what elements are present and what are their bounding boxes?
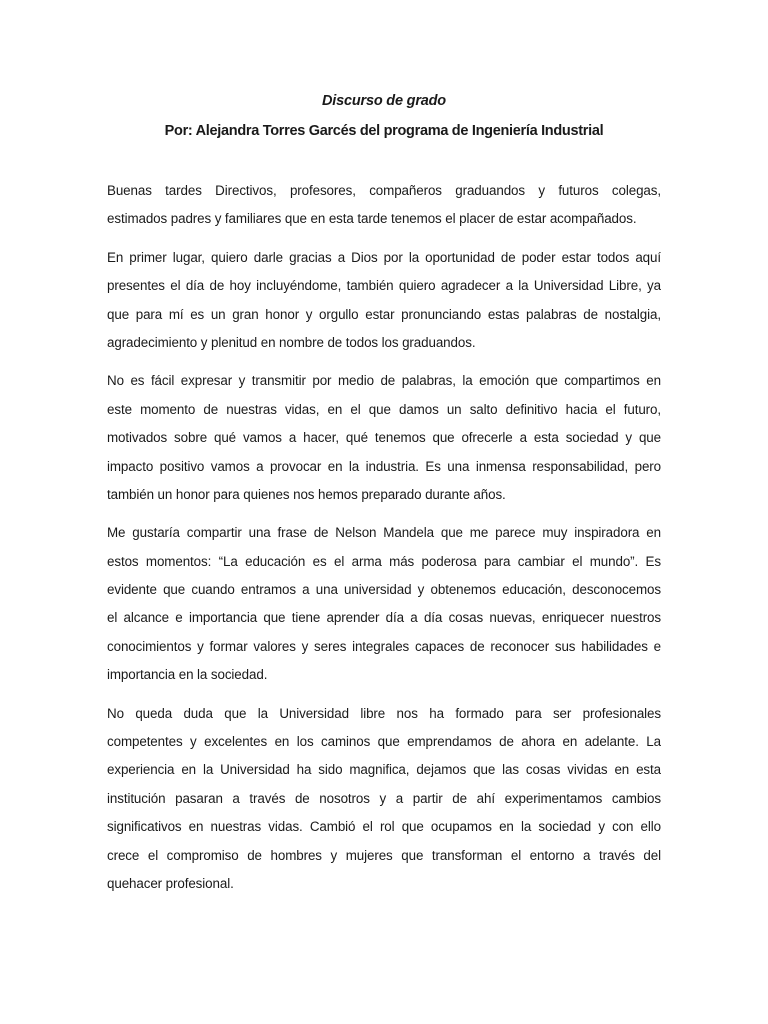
paragraph — [107, 177, 661, 234]
paragraph — [107, 367, 661, 509]
text-line: presentes el día de hoy incluyéndome, también quiero agradecer a la Universidad Libre, ya — [107, 278, 661, 294]
text-line: este momento de nuestras vidas, en el que damos un salto definitivo hacia el futuro, — [107, 401, 661, 417]
text-line: conocimientos y formar valores y seres integrales capaces de reconocer sus habilidades e — [107, 638, 661, 654]
text-line: competentes y excelentes en los caminos que emprendamos de ahora en adelante. La — [107, 734, 661, 750]
text-line: quehacer profesional. — [107, 875, 234, 891]
text-line: agradecimiento y plenitud en nombre de todos los graduandos. — [107, 334, 476, 350]
text-line: el alcance e importancia que tiene aprender día a día cosas nuevas, enriquecer nuestros — [107, 610, 661, 626]
text-line: crece el compromiso de hombres y mujeres que transforman el entorno a través del — [107, 847, 661, 863]
document-body — [107, 177, 661, 908]
text-line: estos momentos: “La educación es el arma más poderosa para cambiar el mundo”. Es — [107, 553, 661, 569]
text-line: motivados sobre qué vamos a hacer, qué tenemos que ofrecerle a esta sociedad y que — [107, 430, 661, 446]
text-line: experiencia en la Universidad ha sido magnifica, dejamos que las cosas vividas en esta — [107, 762, 661, 778]
paragraph — [107, 700, 661, 899]
text-line: impacto positivo vamos a provocar en la industria. Es una inmensa responsabilidad, pero — [107, 458, 661, 474]
text-line: En primer lugar, quiero darle gracias a Dios por la oportunidad de poder estar todos aquí — [107, 249, 661, 265]
document-title: Discurso de grado — [322, 93, 446, 109]
text-line: estimados padres y familiares que en esta tarde tenemos el placer de estar acompañados. — [107, 211, 637, 227]
document-subtitle: Por: Alejandra Torres Garcés del programa de Ingeniería Industrial — [164, 123, 604, 139]
text-line: importancia en la sociedad. — [107, 667, 268, 683]
text-line: también un honor para quienes nos hemos preparado durante años. — [107, 486, 506, 502]
text-line: Me gustaría compartir una frase de Nelson Mandela que me parece muy inspiradora en — [107, 525, 661, 541]
text-line: Buenas tardes Directivos, profesores, compañeros graduandos y futuros colegas, — [107, 183, 661, 198]
text-line: significativos en nuestras vidas. Cambió el rol que ocupamos en la sociedad y con ello — [107, 819, 661, 835]
paragraph — [107, 519, 661, 689]
text-line: No queda duda que la Universidad libre nos ha formado para ser profesionales — [107, 705, 661, 721]
text-line: institución pasaran a través de nosotros y a partir de ahí experimentamos cambios — [107, 790, 661, 806]
text-line: evidente que cuando entramos a una universidad y obtenemos educación, desconocemos — [107, 582, 661, 598]
paragraph — [107, 244, 661, 358]
text-line: que para mí es un gran honor y orgullo estar pronunciando estas palabras de nostalgia, — [107, 306, 661, 322]
text-line: No es fácil expresar y transmitir por medio de palabras, la emoción que compartimos en — [107, 373, 661, 389]
